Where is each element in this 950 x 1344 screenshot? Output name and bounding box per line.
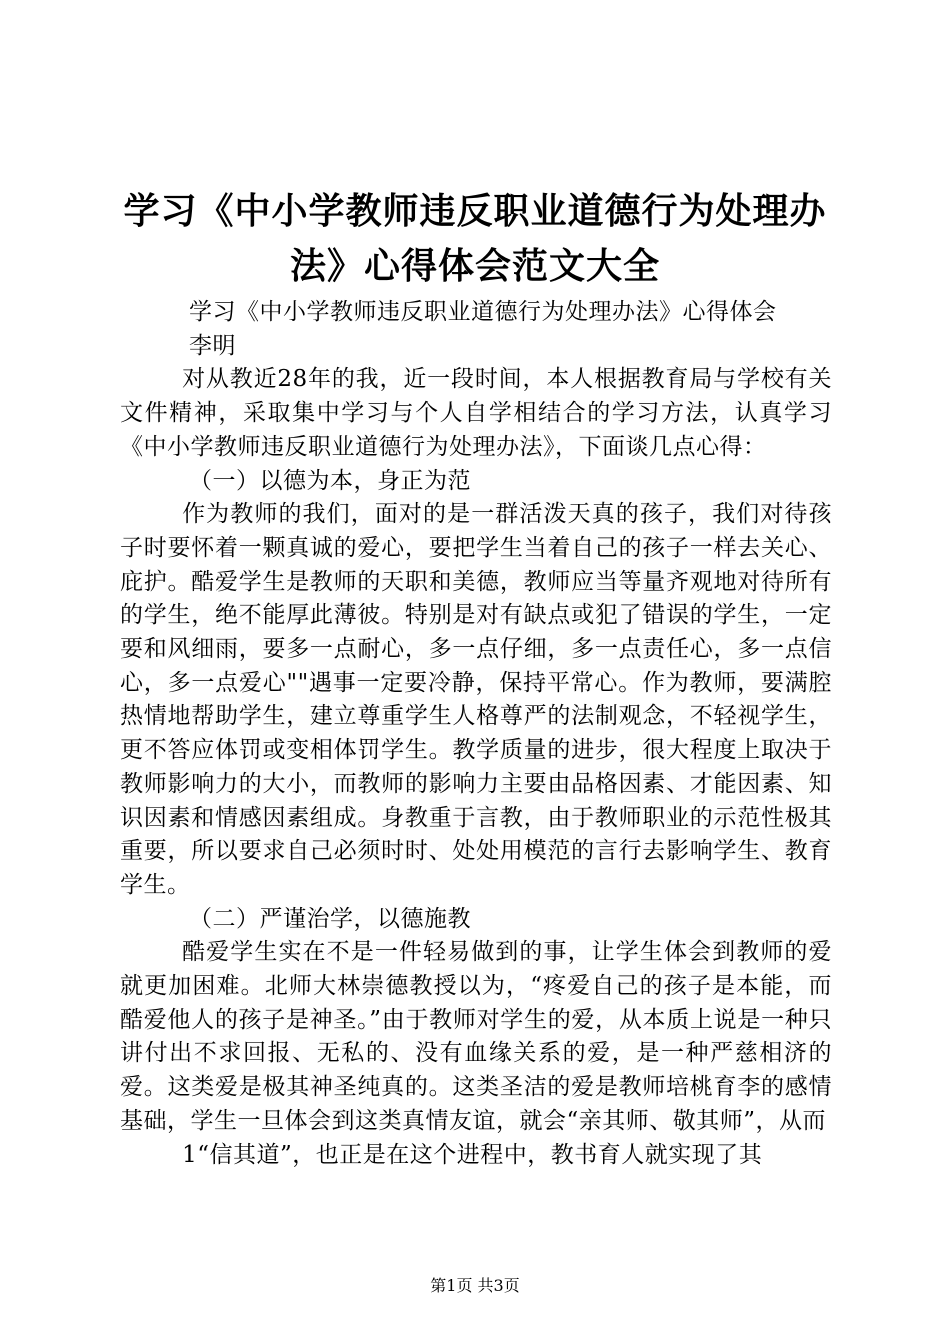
intro-paragraph: 对从教近28年的我，近一段时间，本人根据教育局与学校有关文件精神，采取集中学习与个人自学相结合的学习方法，认真学习《中小学教师违反职业道德行为处理办法》，下面谈几点心得： xyxy=(120,366,832,460)
continuation-paragraph: 1“信其道”，也正是在这个进程中，教书育人就实现了其 xyxy=(182,1141,763,1168)
document-subtitle: 学习《中小学教师违反职业道德行为处理办法》心得体会 xyxy=(189,299,777,325)
section-heading-1: （一）以德为本，身正为范 xyxy=(189,467,471,494)
document-title-line-2: 法》心得体会范文大全 xyxy=(289,245,660,287)
page-number-footer: 第1页 共3页 xyxy=(430,1276,520,1295)
section-2-paragraph: 酷爱学生实在不是一件轻易做到的事，让学生体会到教师的爱就更加困难。北师大林崇德教授以为，“疼爱自己的孩子是本能，而酷爱他人的孩子是神圣。”由于教师对学生的爱，从本质上说是一种只讲付出不求回报、无私的、没有血缘关系的爱，是一种严慈相济的爱。这类爱是极其神圣纯真的。这类圣洁的爱是教师培桃育李的感情基础，学生一旦体会到这类真情友谊，就会“亲其师、敬其师”，从而 xyxy=(120,939,832,1134)
document-title-line-1: 学习《中小学教师违反职业道德行为处理办 xyxy=(123,190,827,232)
section-heading-2: （二）严谨治学，以德施教 xyxy=(189,905,471,932)
document-body xyxy=(120,296,832,1172)
section-1-paragraph: 作为教师的我们，面对的是一群活泼天真的孩子，我们对待孩子时要怀着一颗真诚的爱心，要把学生当着自己的孩子一样去关心、庇护。酷爱学生是教师的天职和美德，教师应当等量齐观地对待所有的学生，绝不能厚此薄彼。特别是对有缺点或犯了错误的学生，一定要和风细雨，要多一点耐心，多一点仔细，多一点责任心，多一点信心，多一点爱心""遇事一定要冷静，保持平常心。作为教师，要满腔热情地帮助学生，建立尊重学生人格尊严的法制观念，不轻视学生，更不答应体罚或变相体罚学生。教学质量的进步，很大程度上取决于教师影响力的大小，而教师的影响力主要由品格因素、才能因素、知识因素和情感因素组成。身教重于言教，由于教师职业的示范性极其重要，所以要求自己必须时时、处处用模范的言行去影响学生、教育学生。 xyxy=(120,501,832,898)
document-author: 李明 xyxy=(189,332,236,359)
